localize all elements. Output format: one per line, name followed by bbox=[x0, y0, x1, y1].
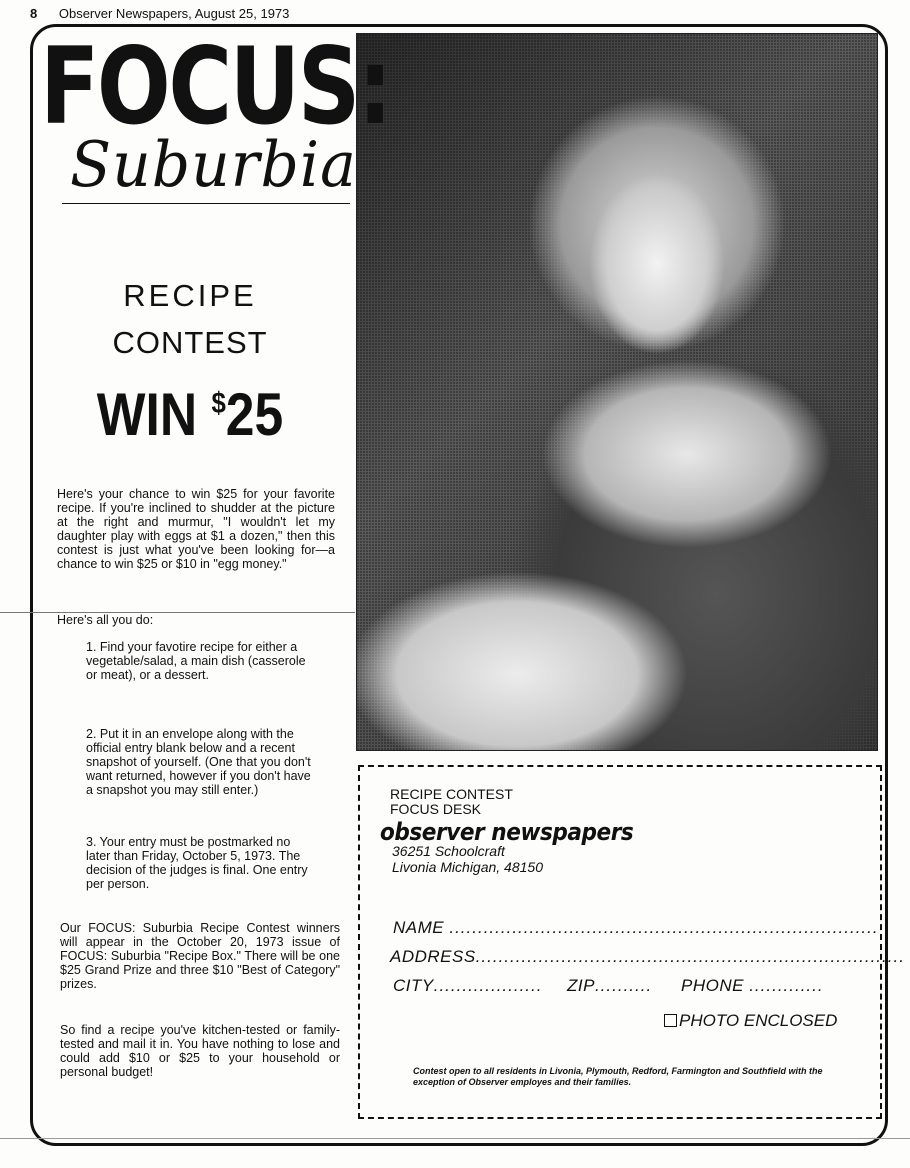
photo-enclosed-label: PHOTO ENCLOSED bbox=[679, 1011, 838, 1030]
section-rule bbox=[0, 612, 355, 613]
photo-enclosed-checkbox[interactable] bbox=[664, 1014, 677, 1027]
focus-title: FOCUS: bbox=[40, 25, 391, 148]
name-label: NAME bbox=[393, 918, 445, 937]
entry-address-line-1: RECIPE CONTEST bbox=[390, 786, 513, 802]
title-underline bbox=[62, 203, 350, 204]
win-word: WIN bbox=[96, 381, 198, 448]
todo-label: Here's all you do: bbox=[57, 613, 154, 627]
address-field[interactable] bbox=[390, 947, 905, 967]
eligibility-fine-print: Contest open to all residents in Livonia, Plymouth, Redford, Farmington and Southfield with the exception of Observer employes and their families. bbox=[413, 1066, 823, 1087]
zip-field[interactable] bbox=[567, 976, 652, 996]
observer-newspapers-logo: observer newspapers bbox=[380, 818, 634, 846]
closing-paragraph: So find a recipe you've kitchen-tested or family-tested and mail it in. You have nothing to lose and could add $10 or $25 to your household or personal budget! bbox=[60, 1023, 340, 1079]
step-1: 1. Find your favotire recipe for either a vegetable/salad, a main dish (casserole or meat), or a dessert. bbox=[86, 640, 306, 682]
phone-blank[interactable]: ............. bbox=[749, 976, 824, 995]
address-label: ADDRESS bbox=[390, 947, 476, 966]
running-head-text: Observer Newspapers, August 25, 1973 bbox=[58, 6, 290, 21]
entry-street: 36251 Schoolcraft bbox=[392, 843, 505, 859]
name-field[interactable] bbox=[393, 918, 879, 938]
win-amount: 25 bbox=[225, 381, 284, 448]
phone-field[interactable] bbox=[681, 976, 824, 996]
phone-label: PHONE bbox=[681, 976, 744, 995]
page-bottom-rule bbox=[0, 1138, 910, 1139]
step-3: 3. Your entry must be postmarked no later than Friday, October 5, 1973. The decision of the judges is final. One entry per person. bbox=[86, 835, 308, 891]
headline-recipe: RECIPE bbox=[123, 278, 257, 313]
city-blank[interactable]: ................... bbox=[433, 976, 543, 995]
photo-girl-with-eggs bbox=[356, 33, 878, 751]
address-blank[interactable]: ........................................................................... bbox=[475, 947, 905, 966]
name-blank[interactable]: ........................................................................... bbox=[449, 918, 879, 937]
zip-label: ZIP bbox=[567, 976, 595, 995]
running-head bbox=[30, 6, 289, 21]
city-label: CITY bbox=[393, 976, 434, 995]
photo-enclosed-option[interactable] bbox=[664, 1011, 837, 1031]
zip-blank[interactable]: .......... bbox=[594, 976, 653, 995]
step-2: 2. Put it in an envelope along with the official entry blank below and a recent snapshot of yourself. (One that you don't want returned, however if you don't have a snapshot you may still enter.) bbox=[86, 727, 311, 797]
intro-paragraph: Here's your chance to win $25 for your favorite recipe. If you're inclined to shudder at the picture at the right and murmur, "I wouldn't let my daughter play with eggs at $1 a dozen," then this contest is just what you've been looking for—a chance to win $25 or $10 in "egg money." bbox=[57, 487, 335, 571]
headline-win bbox=[61, 381, 319, 448]
suburbia-script-title: Suburbia bbox=[70, 128, 357, 202]
winners-paragraph: Our FOCUS: Suburbia Recipe Contest winners will appear in the October 20, 1973 issue of FOCUS: Suburbia "Recipe Box." There will be one $25 Grand Prize and three $10 "Best of Category" prizes. bbox=[60, 921, 340, 991]
entry-address-line-2: FOCUS DESK bbox=[390, 801, 482, 817]
city-field[interactable] bbox=[393, 976, 542, 996]
win-dollar-sign: $ bbox=[211, 387, 226, 420]
page-number: 8 bbox=[30, 6, 38, 21]
entry-city-line: Livonia Michigan, 48150 bbox=[392, 859, 543, 875]
headline-contest: CONTEST bbox=[112, 325, 268, 360]
